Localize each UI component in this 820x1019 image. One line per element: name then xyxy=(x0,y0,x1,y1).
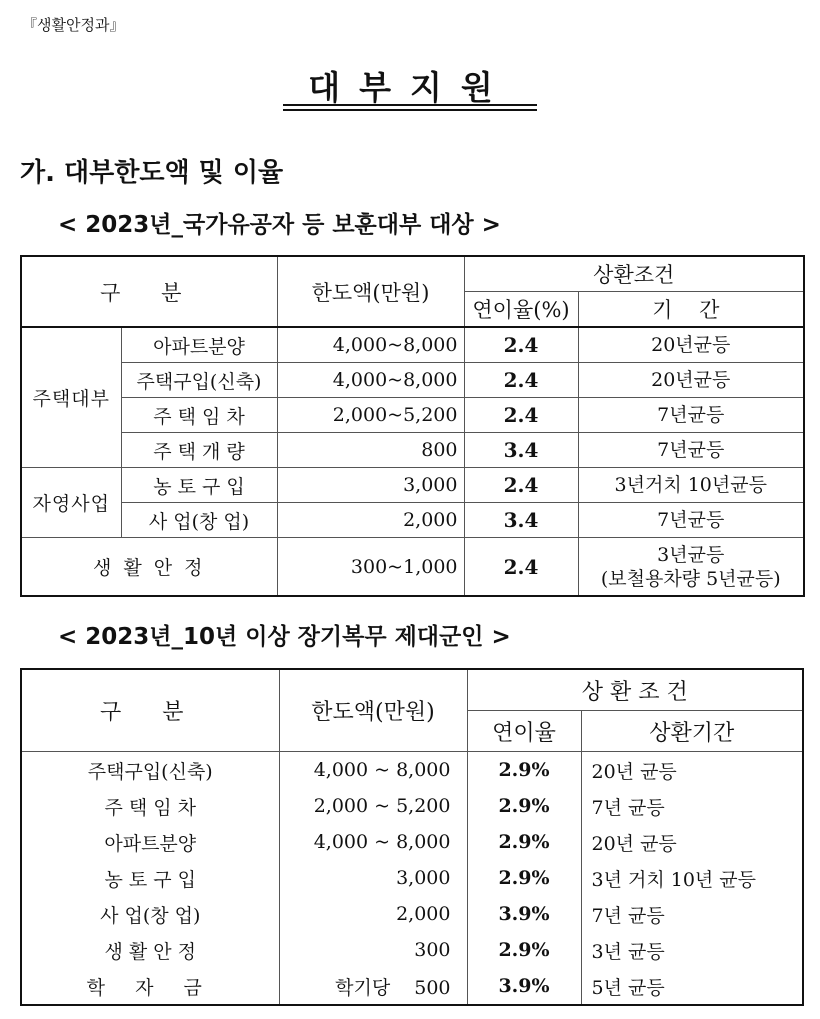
table-row xyxy=(21,538,804,597)
row-period: 7년 균등 xyxy=(581,788,803,824)
table-row xyxy=(21,788,803,824)
row-limit: 2,000 xyxy=(279,896,467,932)
row-rate: 2.9% xyxy=(467,860,581,896)
table-row xyxy=(21,398,804,433)
row-limit: 800 xyxy=(277,433,464,468)
row-period: 3년 거치 10년 균등 xyxy=(581,860,803,896)
page-title: 대부지원 xyxy=(308,68,512,107)
header-repayment: 상환조건 xyxy=(464,256,804,292)
row-item: 농 토 구 입 xyxy=(121,468,277,503)
row-item: 생 활 안 정 xyxy=(21,932,279,968)
row-rate: 2.4 xyxy=(464,538,578,597)
row-rate: 2.9% xyxy=(467,752,581,789)
table-row xyxy=(21,503,804,538)
row-period: 20년 균등 xyxy=(581,752,803,789)
row-rate: 2.9% xyxy=(467,788,581,824)
row-limit: 300~1,000 xyxy=(277,538,464,597)
table-row xyxy=(21,968,803,1005)
title-underline xyxy=(283,104,537,111)
table-row xyxy=(21,860,803,896)
row-limit: 3,000 xyxy=(277,468,464,503)
limit-value: 500 xyxy=(414,976,451,999)
row-rate: 3.9% xyxy=(467,968,581,1005)
header-limit: 한도액(만원) xyxy=(277,256,464,327)
row-limit: 4,000~8,000 xyxy=(277,363,464,398)
row-period: 5년 균등 xyxy=(581,968,803,1005)
row-limit: 4,000 ~ 8,000 xyxy=(279,752,467,789)
header-repayment: 상 환 조 건 xyxy=(467,669,803,711)
row-rate: 2.4 xyxy=(464,327,578,363)
section-title: 가. 대부한도액 및 이율 xyxy=(20,158,284,188)
row-item: 주 택 임 차 xyxy=(121,398,277,433)
row-period: 7년균등 xyxy=(578,398,804,433)
row-period: 3년거치 10년균등 xyxy=(578,468,804,503)
header-tag: 『생활안정과』 xyxy=(22,16,125,34)
row-item: 주택구입(신축) xyxy=(121,363,277,398)
row-period: 7년 균등 xyxy=(581,896,803,932)
row-rate: 2.9% xyxy=(467,824,581,860)
table-row xyxy=(21,468,804,503)
row-item: 농 토 구 입 xyxy=(21,860,279,896)
table1-subtitle: < 2023년_국가유공자 등 보훈대부 대상 > xyxy=(58,212,501,238)
row-item: 아파트분양 xyxy=(121,327,277,363)
row-rate: 2.4 xyxy=(464,398,578,433)
period-line-1: 3년균등 xyxy=(657,543,725,566)
period-line-2: (보철용차량 5년균등) xyxy=(600,567,781,590)
header-limit: 한도액(만원) xyxy=(279,669,467,752)
row-item: 주택구입(신축) xyxy=(21,752,279,789)
discharged-soldier-loan-table xyxy=(20,668,804,1006)
row-item: 사 업(창 업) xyxy=(21,896,279,932)
table-row xyxy=(21,752,803,789)
row-rate: 3.4 xyxy=(464,433,578,468)
row-rate: 2.4 xyxy=(464,468,578,503)
row-item: 주 택 개 량 xyxy=(121,433,277,468)
row-item: 주 택 임 차 xyxy=(21,788,279,824)
table2-subtitle: < 2023년_10년 이상 장기복무 제대군인 > xyxy=(58,624,511,650)
table-header-row xyxy=(21,256,804,292)
header-category: 구 분 xyxy=(21,256,277,327)
table-row xyxy=(21,932,803,968)
limit-prefix: 학기당 xyxy=(335,976,391,999)
row-rate: 2.4 xyxy=(464,363,578,398)
row-limit: 4,000 ~ 8,000 xyxy=(279,824,467,860)
group-housing: 주택대부 xyxy=(21,327,121,468)
row-limit: 3,000 xyxy=(279,860,467,896)
table-row xyxy=(21,327,804,363)
row-limit: 2,000 xyxy=(277,503,464,538)
row-period: 20년균등 xyxy=(578,363,804,398)
row-limit xyxy=(279,968,467,1005)
row-limit: 2,000 ~ 5,200 xyxy=(279,788,467,824)
row-rate: 2.9% xyxy=(467,932,581,968)
row-rate: 3.9% xyxy=(467,896,581,932)
row-period: 20년 균등 xyxy=(581,824,803,860)
header-rate: 연이율(%) xyxy=(464,292,578,328)
table-header-row xyxy=(21,669,803,711)
row-item: 사 업(창 업) xyxy=(121,503,277,538)
row-rate: 3.4 xyxy=(464,503,578,538)
header-period: 기 간 xyxy=(578,292,804,328)
table-row xyxy=(21,433,804,468)
row-limit: 2,000~5,200 xyxy=(277,398,464,433)
row-period: 20년균등 xyxy=(578,327,804,363)
table-row xyxy=(21,896,803,932)
group-self-employed: 자영사업 xyxy=(21,468,121,538)
row-period: 7년균등 xyxy=(578,503,804,538)
row-item: 학 자 금 xyxy=(21,968,279,1005)
row-period: 7년균등 xyxy=(578,433,804,468)
row-period xyxy=(578,538,804,597)
table-row xyxy=(21,363,804,398)
veterans-loan-table xyxy=(20,255,805,597)
group-living: 생 활 안 정 xyxy=(21,538,277,597)
row-item: 아파트분양 xyxy=(21,824,279,860)
table-row xyxy=(21,824,803,860)
row-limit: 4,000~8,000 xyxy=(277,327,464,363)
header-period: 상환기간 xyxy=(581,711,803,752)
row-limit: 300 xyxy=(279,932,467,968)
header-category: 구 분 xyxy=(21,669,279,752)
header-rate: 연이율 xyxy=(467,711,581,752)
row-period: 3년 균등 xyxy=(581,932,803,968)
